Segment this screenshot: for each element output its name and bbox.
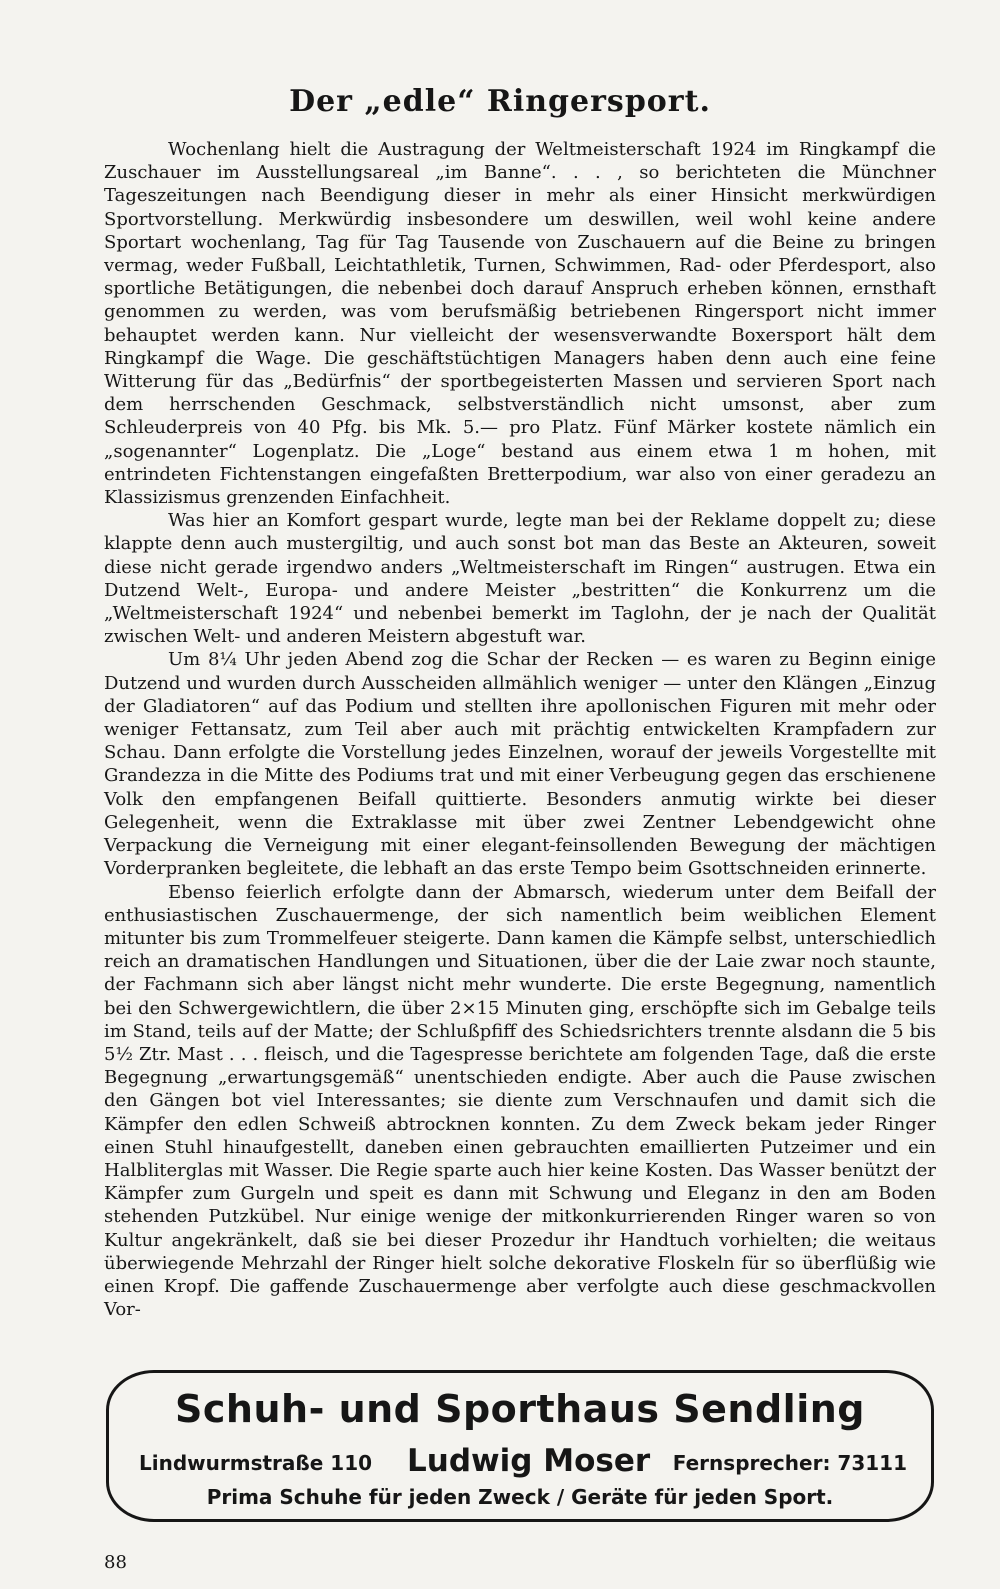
article-paragraph: Um 8¼ Uhr jeden Abend zog die Schar der Recken — es waren zu Beginn einige Dutzend und wurden durch Ausscheiden allmählich weniger — unter den Klängen „Einzug der Gladiatoren“ auf das Podium und stellten ihre apollonischen Figuren mit mehr oder weniger Fettansatz, zum Teil aber auch mit prächtig entwickelten Krampfadern zur Schau. Dann erfolgte die Vorstellung jedes Einzelnen, worauf der jeweils Vorgestellte mit Grandezza in die Mitte des Podiums trat und mit einer Verbeugung gegen das erschienene Volk den empfangenen Beifall quittierte. Besonders anmutig wirkte bei dieser Gelegenheit, wenn die Extraklasse mit über zwei Zentner Lebendgewicht ohne Verpackung die Verneigung mit einer elegant-feinsollenden Bewegung der mächtigen Vorderpranken begleitete, die lebhaft an das erste Tempo beim Gsottschneiden erinnerte.: [104, 649, 936, 880]
ad-shop-name: Schuh- und Sporthaus Sendling: [175, 1387, 865, 1431]
advertisement-box: [106, 1370, 934, 1522]
ad-address: Lindwurmstraße 110: [139, 1451, 373, 1475]
page-number: 88: [104, 1552, 127, 1573]
article-title: Der „edle“ Ringersport.: [289, 84, 711, 119]
ad-owner-name: Ludwig Moser: [407, 1443, 651, 1479]
article-paragraph: Was hier an Komfort gespart wurde, legte man bei der Reklame doppelt zu; diese klappte denn auch mustergiltig, und auch sonst bot man das Beste an Akteuren, soweit diese nicht gerade irgendwo anders „Weltmeisterschaft im Ringen“ austrugen. Etwa ein Dutzend Welt-, Europa- und andere Meister „bestritten“ die Konkurrenz um die „Weltmeisterschaft 1924“ und nebenbei bemerkt im Taglohn, der je nach der Qualität zwischen Welt- und anderen Meistern abgestuft war.: [104, 510, 936, 648]
ad-slogan: Prima Schuhe für jeden Zweck / Geräte für jeden Sport.: [206, 1485, 834, 1509]
ad-phone: Fernsprecher: 73111: [672, 1451, 907, 1475]
article-paragraph: Ebenso feierlich erfolgte dann der Abmarsch, wiederum unter dem Beifall der enthusiastischen Zuschauermenge, der sich namentlich beim weiblichen Element mitunter bis zum Trommelfeuer steigerte. Dann kamen die Kämpfe selbst, unterschiedlich reich an dramatischen Handlungen und Situationen, über die der Laie zwar noch staunte, der Fachmann sich aber längst nicht mehr wunderte. Die erste Begegnung, namentlich bei den Schwergewichtlern, die über 2×15 Minuten ging, erschöpfte sich im Gebalge teils im Stand, teils auf der Matte; der Schlußpfiff des Schiedsrichters trennte alsdann die 5 bis 5½ Ztr. Mast . . . fleisch, und die Tagespresse berichtete am folgenden Tage, daß die erste Begegnung „erwartungsgemäß“ unentschieden endigte. Aber auch die Pause zwischen den Gängen bot viel Interessantes; sie diente zum Verschnaufen und damit sich die Kämpfer den edlen Schweiß abtrocknen konnten. Zu dem Zweck bekam jeder Ringer einen Stuhl hinaufgestellt, daneben einen gebrauchten emaillierten Putzeimer und ein Halbliterglas mit Wasser. Die Regie sparte auch hier keine Kosten. Das Wasser benützt der Kämpfer zum Gurgeln und speit es dann mit Schwung und Eleganz in den am Boden stehenden Putzkübel. Nur einige wenige der mitkonkurrierenden Ringer waren so von Kultur angekränkelt, daß sie bei dieser Prozedur ihr Handtuch vorhielten; die weitaus überwiegende Mehrzahl der Ringer hielt solche dekorative Floskeln für so überflüßig wie einen Kropf. Die gaffende Zuschauermenge aber verfolgte auch diese geschmackvollen Vor-: [104, 881, 936, 1321]
article-paragraph: Wochenlang hielt die Austragung der Weltmeisterschaft 1924 im Ringkampf die Zuschauer im Ausstellungsareal „im Banne“. . . , so berichteten die Münchner Tageszeitungen nach Beendigung dieser in mehr als einer Hinsicht merkwürdigen Sportvorstellung. Merkwürdig insbesondere um deswillen, weil wohl keine andere Sportart wochenlang, Tag für Tag Tausende von Zuschauern auf die Beine zu bringen vermag, weder Fußball, Leichtathletik, Turnen, Schwimmen, Rad- oder Pferdesport, also sportliche Betätigungen, die nebenbei doch darauf Anspruch erheben können, ernsthaft genommen zu werden, was vom berufsmäßig betriebenen Ringersport nicht immer behauptet werden kann. Nur vielleicht der wesensverwandte Boxersport hält dem Ringkampf die Wage. Die geschäftstüchtigen Managers haben denn auch eine feine Witterung für das „Bedürfnis“ der sportbegeisterten Massen und servieren Sport nach dem herrschenden Geschmack, selbstverständlich nicht umsonst, aber zum Schleuderpreis von 40 Pfg. bis Mk. 5.— pro Platz. Fünf Märker kostete nämlich ein „sogenannter“ Logenplatz. Die „Loge“ bestand aus einem etwa 1 m hohen, mit entrindeten Fichtenstangen eingefaßten Bretterpodium, war also von einer geradezu an Klassizismus grenzenden Einfachheit.: [104, 139, 936, 509]
ad-contact-line: [139, 1445, 907, 1479]
article-body: [104, 138, 936, 1321]
